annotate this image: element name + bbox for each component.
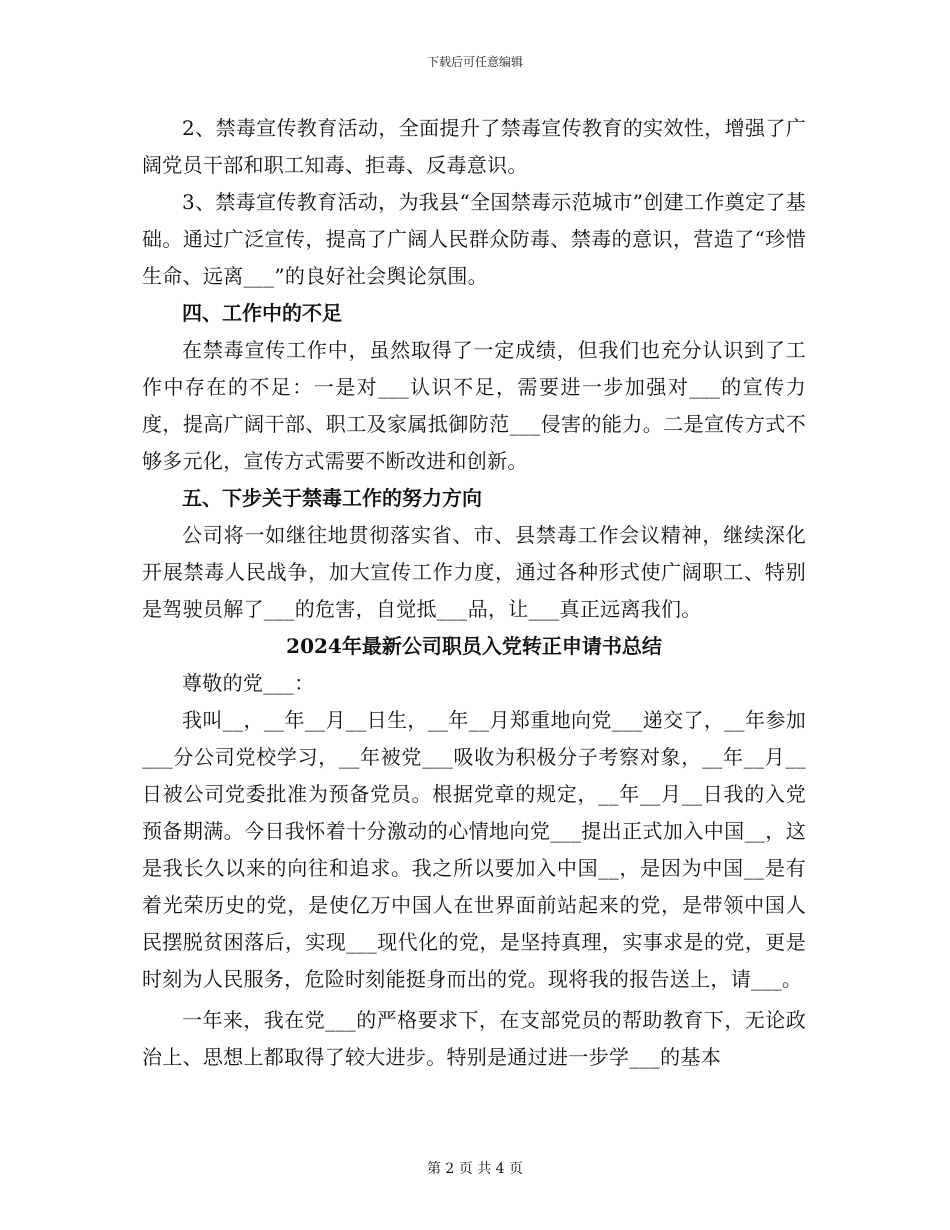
- paragraph-achievement-2: 2、禁毒宣传教育活动，全面提升了禁毒宣传教育的实效性，增强了广阔党员干部和职工知毒、拒毒、反毒意识。: [142, 116, 806, 177]
- document-title: 2024年最新公司职员入党转正申请书总结: [286, 634, 662, 658]
- paragraph-introduction: 我叫__，__年__月__日生，__年__月郑重地向党___递交了，__年参加___分公司党校学习，__年被党___吸收为积极分子考察对象，__年__月__日被公司党委批准为预备党员。根据党章的规定，__年__月__日我的入党预备期满。今日我怀着十分激动的心情地向党___提出正式加入中国__，这是我长久以来的向往和追求。我之所以要加入中国__，是因为中国__是有着光荣历史的党，是使亿万中国人在世界面前站起来的党，是带领中国人民摆脱贫困落后，实现___现代化的党，是坚持真理，实事求是的党，更是时刻为人民服务，危险时刻能挺身而出的党。现将我的报告送上，请___。: [142, 708, 806, 991]
- page-footer: 第 2 页 共 4 页: [426, 1161, 524, 1177]
- paragraph-direction: 公司将一如继往地贯彻落实省、市、县禁毒工作会议精神，继续深化开展禁毒人民战争，加大宣传工作力度，通过各种形式使广阔职工、特别是驾驶员解了___的危害，自觉抵___品，让___真正远离我们。: [142, 523, 806, 621]
- paragraph-achievement-3: 3、禁毒宣传教育活动，为我县“全国禁毒示范城市”创建工作奠定了基础。通过广泛宣传，提高了广阔人民群众防毒、禁毒的意识，营造了“珍惜生命、远离___”的良好社会舆论氛围。: [142, 190, 806, 288]
- document-body: [142, 110, 806, 1076]
- page-header: 下载后可任意编辑: [426, 55, 523, 69]
- section-heading-shortcomings: 四、工作中的不足: [182, 301, 342, 325]
- salutation: 尊敬的党___：: [182, 671, 315, 695]
- paragraph-progress: 一年来，我在党___的严格要求下，在支部党员的帮助教育下，无论政治上、思想上都取得了较大进步。特别是通过进一步学___的基本: [142, 1008, 806, 1069]
- section-heading-direction: 五、下步关于禁毒工作的努力方向: [182, 486, 482, 510]
- paragraph-shortcomings: 在禁毒宣传工作中，虽然取得了一定成绩，但我们也充分认识到了工作中存在的不足：一是对___认识不足，需要进一步加强对___的宣传力度，提高广阔干部、职工及家属抵御防范___侵害的能力。二是宣传方式不够多元化，宣传方式需要不断改进和创新。: [142, 338, 806, 473]
